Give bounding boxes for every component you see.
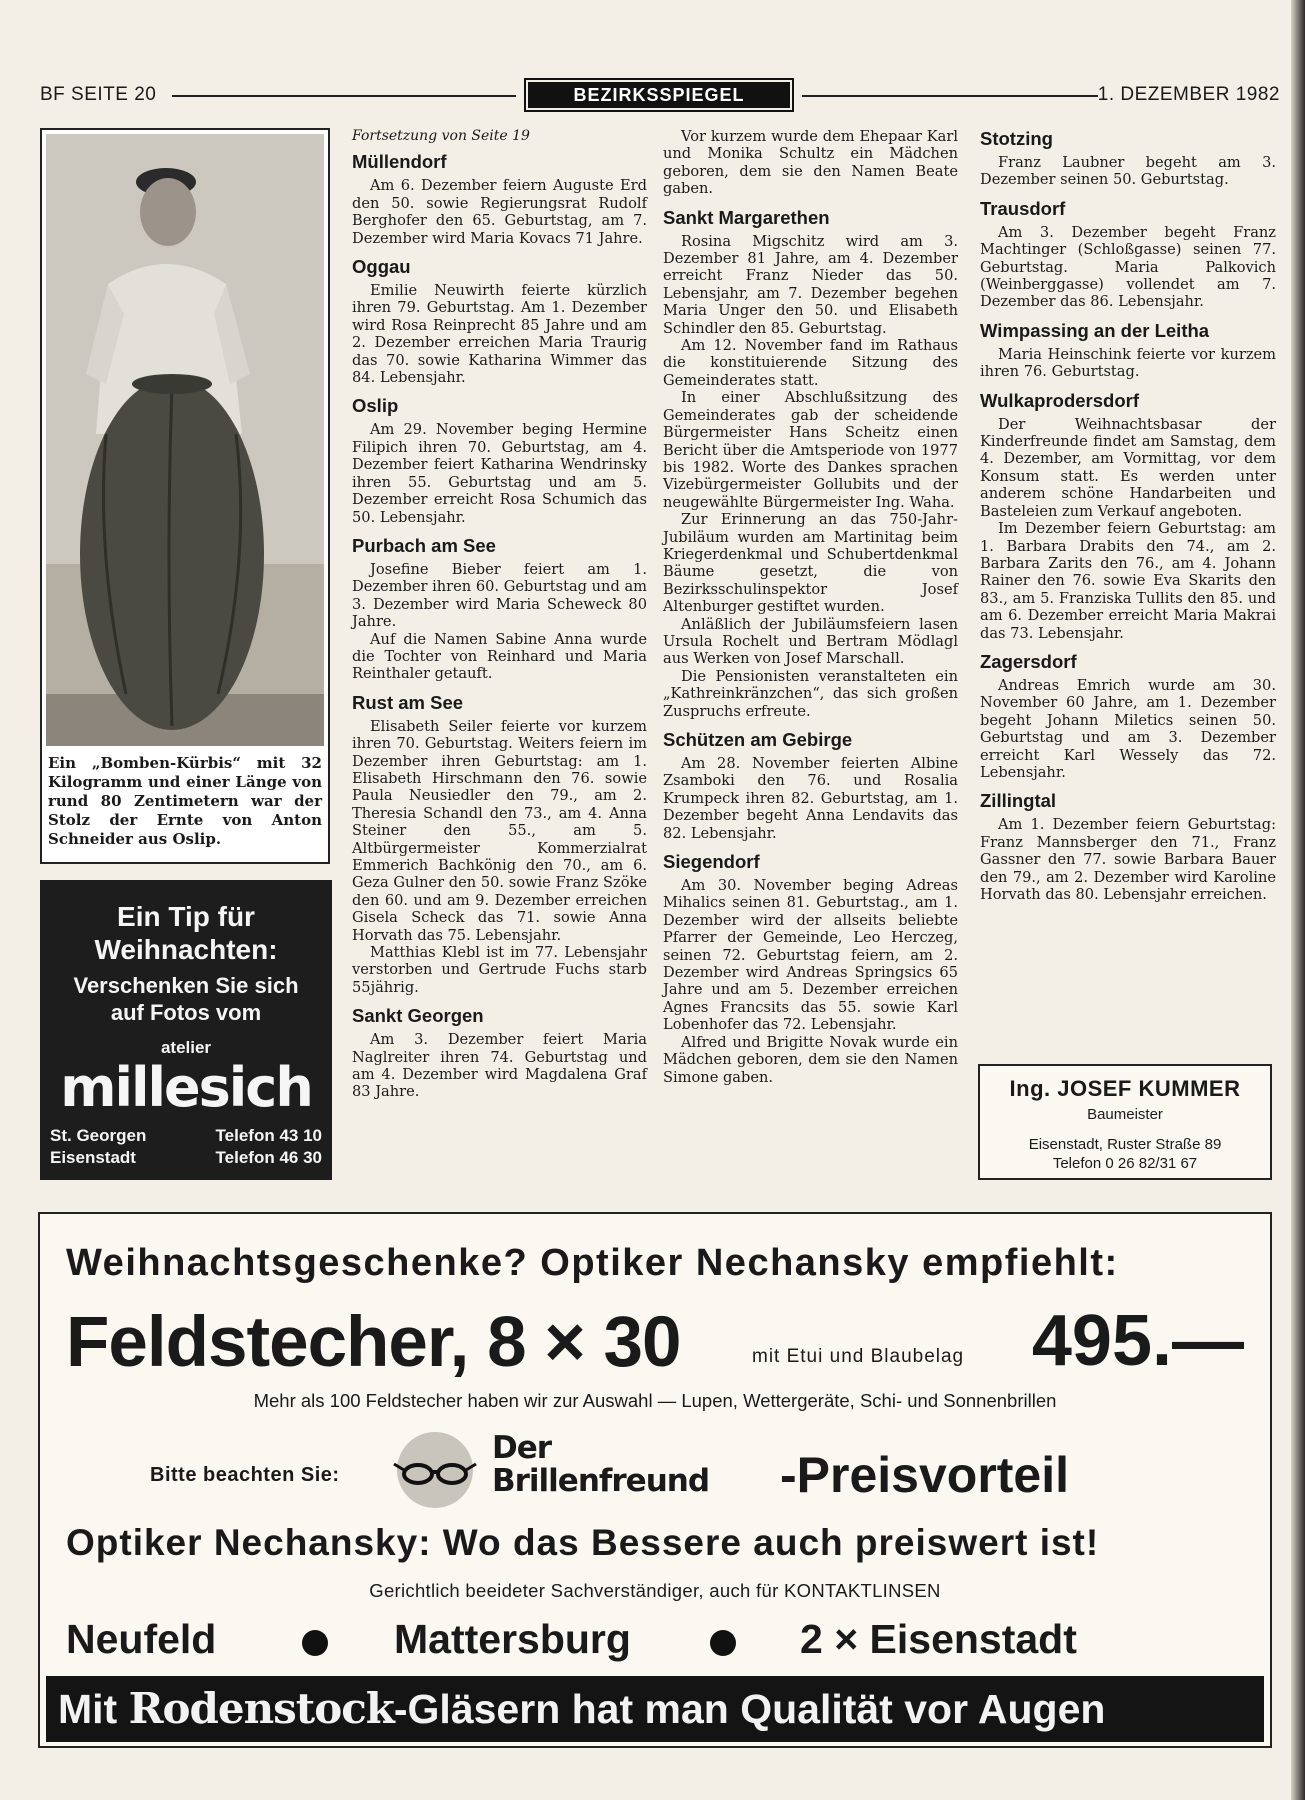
kummer-phone: Telefon 0 26 82/31 67 bbox=[1052, 1155, 1198, 1172]
text-rust-1: Elisabeth Seiler feierte vor kurzem ihren 70. Geburtstag. Weiters feiern im Dezember ihren Geburtstag: am 1. Elisabeth Hirschmann den 76. sowie Paula Neusiedler den 79., am 2. Theresia Schandl den 73., am 4. Anna Steiner den 55., am 5. Altbürgermeister Kommerzialrat Emmerich Bachkönig den 70., am 6. Geza Gulner den 50. sowie Franz Szöke den 60. und am 9. Dezember erreichen Gisela Scheck das 71. sowie Anna Horvath das 75. Lebensjahr. bbox=[352, 717, 647, 944]
text-schuetzen: Am 28. November feierten Albine Zsamboki den 76. und Rosalia Krumpeck ihren 82. Geburtstag, am 1. Dezember begeht Anna Lendavits das 82. Lebensjahr. bbox=[663, 755, 958, 842]
text-margarethen-5: Anläßlich der Jubiläumsfeiern lasen Ursula Rochelt und Bertram Mödlagl aus Werken von Josef Marschall. bbox=[663, 615, 958, 668]
pumpkin-photo bbox=[46, 134, 324, 746]
binocular-price: 495.— bbox=[1031, 1301, 1244, 1381]
heading-siegendorf: Siegendorf bbox=[663, 851, 760, 873]
atelier-label: atelier bbox=[160, 1038, 212, 1057]
text-oslip: Am 29. November beging Hermine Filipich ihren 70. Geburtstag, am 4. Dezember feiert Katharina Wendrinsky ihren 55. Geburtstag und am 5. Dezember erreicht Rosa Schumich das 50. Lebensjahr. bbox=[352, 421, 647, 526]
text-margarethen-2: Am 12. November fand im Rathaus die konstituierende Sitzung des Gemeinderates statt. bbox=[663, 337, 958, 389]
text-oggau: Emilie Neuwirth feierte kürzlich ihren 79. Geburtstag. Am 1. Dezember wird Rosa Reinprecht 85 Jahre und am 2. Dezember erreichen Maria Traurig das 70. sowie Katharina Wimmer das 84. Lebensjahr. bbox=[352, 282, 647, 387]
text-zagersdorf: Andreas Emrich wurde am 30. November 60 Jahre, am 1. Dezember begeht Johann Miletics seinen 50. Geburtstag und am 3. Dezember erreicht Karl Wessely das 72. Lebensjahr. bbox=[980, 676, 1276, 781]
studio-row-eisenstadt bbox=[50, 1148, 322, 1168]
store-locations bbox=[66, 1616, 1246, 1666]
optician-question: Weihnachtsgeschenke? Optiker Nechansky empfiehlt: bbox=[66, 1242, 1119, 1284]
heading-zillingtal: Zillingtal bbox=[980, 790, 1057, 812]
news-column-3 bbox=[663, 128, 958, 1086]
heading-zagersdorf: Zagersdorf bbox=[980, 650, 1077, 672]
text-margarethen-1: Rosina Migschitz wird am 3. Dezember 81 Jahre, am 4. Dezember erreicht Franz Nieder das 50. Lebensjahr, am 7. Dezember begehen Maria Unger den 50. und Elisabeth Schindler den 85. Geburtstag. bbox=[663, 232, 958, 337]
text-wulkaprodersdorf-1: Der Weihnachtsbasar der Kinderfreunde findet am Samstag, dem 4. Dezember, am Vormittag, vor dem Konsum statt. Es werden unter anderem schöne Handarbeiten und Basteleien zum Verkauf angeboten. bbox=[980, 415, 1276, 520]
optician-slogan: Optiker Nechansky: Wo das Bessere auch preiswert ist! bbox=[66, 1522, 1100, 1563]
city-mattersburg: Mattersburg bbox=[394, 1616, 631, 1662]
ad-headline bbox=[40, 900, 332, 966]
header-rule-left bbox=[172, 95, 516, 97]
heading-rust: Rust am See bbox=[352, 691, 464, 713]
issue-date: 1. DEZEMBER 1982 bbox=[1097, 84, 1280, 105]
text-siegendorf-1: Am 30. November beging Adreas Mihalics seinen 81. Geburtstag., am 1. Dezember wird der allseits beliebte Pfarrer der Gemeinde, Leo Herczeg, seinen 72. Geburtstag feiern, am 2. Dezember wird Andreas Springsics 65 Jahre und am 5. Dezember erreichen Agnes Francsits das 55. sowie Karl Lobenhofer das 72. Lebensjahr. bbox=[663, 877, 958, 1034]
ad-headline-line2: Weihnachten: bbox=[94, 934, 278, 965]
text-zillingtal: Am 1. Dezember feiern Geburtstag: Franz Mannsberger den 71., Franz Gassner den 77. sowie Barbara Bauer den 79., am 2. Dezember wird Karoline Horvath das 80. Lebensjahr erreichen. bbox=[980, 816, 1276, 903]
heading-wimpassing: Wimpassing an der Leitha bbox=[980, 319, 1210, 341]
bar-mit: Mit bbox=[58, 1686, 118, 1732]
studio-phone: Telefon 46 30 bbox=[215, 1148, 322, 1167]
ad-subline bbox=[40, 972, 332, 1026]
heading-oslip: Oslip bbox=[352, 395, 399, 417]
brillenfreund-der: Der bbox=[492, 1430, 552, 1466]
heading-sankt-margarethen: Sankt Margarethen bbox=[663, 206, 830, 228]
heading-wulkaprodersdorf: Wulkaprodersdorf bbox=[980, 389, 1139, 411]
text-margarethen-4: Zur Erinnerung an das 750-Jahr-Jubiläum wurden am Martinitag beim Kriegerdenkmal und Schubertdenkmal Bäume gesetzt, die von Bezirksschulinspektor Josef Altenburger gestiftet wurden. bbox=[663, 511, 958, 616]
expert-note: Gerichtlich beeideter Sachverständiger, auch für KONTAKTLINSEN bbox=[369, 1580, 941, 1601]
page-header bbox=[40, 78, 1280, 114]
heading-purbach: Purbach am See bbox=[352, 534, 496, 556]
brillenfreund-word: Brillenfreund bbox=[492, 1463, 710, 1499]
photo-caption: Ein „Bomben-Kürbis“ mit 32 Kilogramm und einer Länge von rund 80 Zentimetern war der Stolz der Ernte von Anton Schneider aus Oslip. bbox=[48, 754, 322, 848]
kummer-address: Eisenstadt, Ruster Straße 89 bbox=[1028, 1136, 1222, 1153]
section-badge bbox=[524, 78, 794, 112]
text-wimpassing: Maria Heinschink feierte vor kurzem ihren 76. Geburtstag. bbox=[980, 345, 1276, 381]
text-purbach-1: Josefine Bieber feiert am 1. Dezember ihren 60. Geburtstag und am 3. Dezember wird Maria Scheweck 80 Jahre. bbox=[352, 560, 647, 631]
assortment-line: Mehr als 100 Feldstecher haben wir zur Auswahl — Lupen, Wettergeräte, Schi- und Sonnenbrillen bbox=[253, 1390, 1057, 1411]
studio-place: Eisenstadt bbox=[50, 1148, 136, 1167]
ad-headline-line1: Ein Tip für bbox=[117, 901, 255, 932]
binocular-extras: mit Etui und Blaubelag bbox=[752, 1346, 965, 1367]
city-neufeld: Neufeld bbox=[66, 1616, 217, 1662]
heading-stotzing: Stotzing bbox=[980, 128, 1053, 149]
text-muellendorf: Am 6. Dezember feiern Auguste Erd den 50. sowie Regierungsrat Rudolf Berghofer den 65. Geburtstag, am 7. Dezember wird Maria Kovacs 71 Jahre. bbox=[352, 177, 647, 247]
kummer-title: Baumeister bbox=[1087, 1106, 1163, 1123]
photo-box bbox=[40, 128, 330, 864]
heading-muellendorf: Müllendorf bbox=[352, 151, 447, 173]
section-title: BEZIRKSSPIEGEL bbox=[528, 82, 790, 108]
news-column-2 bbox=[352, 128, 647, 1101]
header-rule-right bbox=[802, 95, 1098, 97]
glasses-icon bbox=[390, 1430, 480, 1515]
bullet-icon bbox=[710, 1630, 736, 1656]
continuation-note: Fortsetzung von Seite 19 bbox=[352, 128, 530, 144]
heading-schuetzen: Schützen am Gebirge bbox=[663, 729, 853, 750]
kummer-contact bbox=[980, 1135, 1270, 1173]
preisvorteil: -Preisvorteil bbox=[780, 1447, 1070, 1503]
text-purbach-2: Auf die Namen Sabine Anna wurde die Tochter von Reinhard und Maria Reinthaler getauft. bbox=[352, 630, 647, 683]
text-trausdorf: Am 3. Dezember begeht Franz Machtinger (Schloßgasse) seinen 77. Geburtstag. Maria Palkovich (Weinberggasse) vollendet am 7. Dezember das 86. Lebensjahr. bbox=[980, 223, 1276, 311]
studio-row-georgen bbox=[50, 1126, 322, 1146]
heading-sankt-georgen: Sankt Georgen bbox=[352, 1005, 484, 1027]
text-rust-2: Matthias Klebl ist im 77. Lebensjahr verstorben und Gertrude Fuchs starb 55jährig. bbox=[352, 944, 647, 996]
bitte-label: Bitte beachten Sie: bbox=[150, 1464, 340, 1486]
studio-place: St. Georgen bbox=[50, 1126, 147, 1145]
text-wulkaprodersdorf-2: Im Dezember feiern Geburtstag: am 1. Barbara Drabits den 74., am 2. Barbara Zarits den 76., am 4. Johann Rainer den 76. sowie Eva Skarits den 83., am 5. Franziska Tullits den 85. und am 6. Dezember erreicht Maria Makrai das 73. Lebensjahr. bbox=[980, 520, 1276, 642]
binocular-product: Feldstecher, 8 × 30 bbox=[66, 1303, 681, 1382]
ad-subline-line2: auf Fotos vom bbox=[110, 1000, 262, 1025]
text-margarethen-3: In einer Abschlußsitzung des Gemeinderates gab der scheidende Bürgermeister Hans Scheitz einen Bericht über die Amtsperiode von 1977 bis 1982. Worte des Dankes sprachen Vizebürgermeister Gollubits und der neugewählte Bürgermeister Ing. Waha. bbox=[663, 389, 958, 511]
kummer-name: Ing. JOSEF KUMMER bbox=[1009, 1076, 1241, 1101]
brillenfreund-logo bbox=[492, 1432, 709, 1498]
optician-ad bbox=[38, 1212, 1272, 1748]
heading-trausdorf: Trausdorf bbox=[980, 197, 1066, 219]
text-siegendorf-2: Alfred und Brigitte Novak wurde ein Mädchen geboren, dem sie den Namen Simone gaben. bbox=[663, 1033, 958, 1086]
text-schultz: Vor kurzem wurde dem Ehepaar Karl und Monika Schultz ein Mädchen geboren, dem sie den Namen Beate gaben. bbox=[663, 128, 958, 198]
text-sankt-georgen: Am 3. Dezember feiert Maria Naglreiter ihren 74. Geburtstag und am 4. Dezember wird Magdalena Graf 83 Jahre. bbox=[352, 1031, 647, 1101]
bar-slogan: -Gläsern hat man Qualität vor Augen bbox=[393, 1686, 1106, 1732]
studio-phone: Telefon 43 10 bbox=[215, 1126, 322, 1145]
kummer-ad bbox=[978, 1064, 1272, 1180]
text-margarethen-6: Die Pensionisten veranstalteten ein „Kathreinkränzchen“, das sich großen Zuspruchs erfreute. bbox=[663, 667, 958, 720]
photo-studio-ad bbox=[40, 880, 332, 1180]
page-spine-shadow bbox=[1291, 0, 1305, 1800]
news-column-4 bbox=[980, 128, 1276, 903]
bullet-icon bbox=[302, 1630, 328, 1656]
text-stotzing: Franz Laubner begeht am 3. Dezember seinen 50. Geburtstag. bbox=[980, 154, 1276, 189]
page-number: BF SEITE 20 bbox=[40, 84, 157, 105]
ad-subline-line1: Verschenken Sie sich bbox=[73, 973, 299, 998]
boy-with-pumpkin-image bbox=[46, 134, 324, 746]
city-eisenstadt: 2 × Eisenstadt bbox=[800, 1616, 1077, 1662]
rodenstock-bar bbox=[46, 1676, 1264, 1742]
rodenstock-logo: Rodenstock bbox=[128, 1684, 394, 1733]
heading-oggau: Oggau bbox=[352, 256, 411, 278]
millesich-logo: millesich bbox=[60, 1056, 312, 1119]
